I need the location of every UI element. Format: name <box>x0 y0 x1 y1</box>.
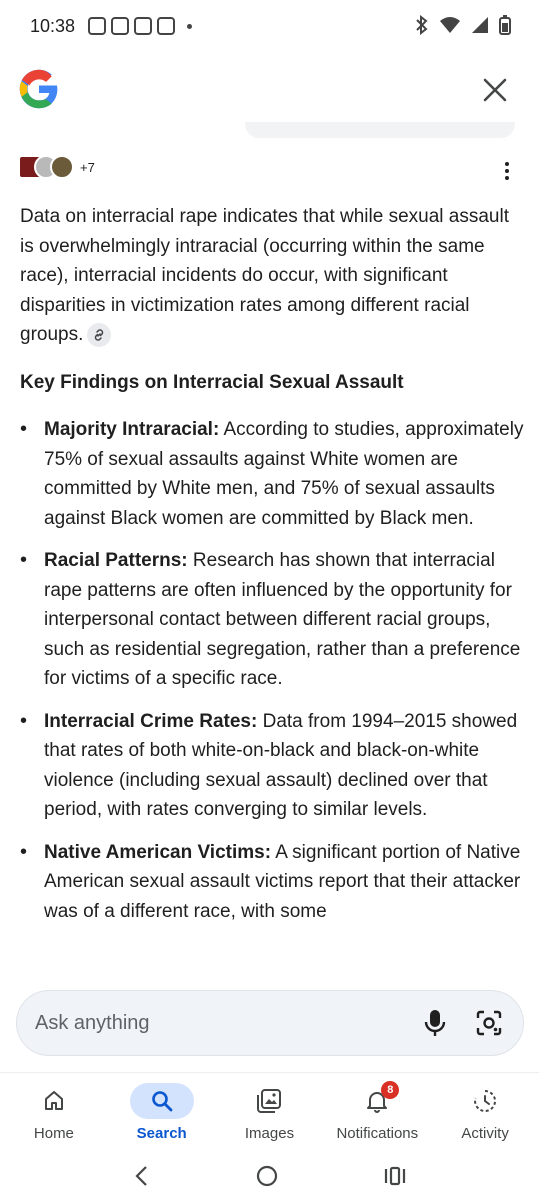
status-icons <box>415 15 511 35</box>
wifi-icon <box>439 16 461 34</box>
list-item: • Native American Victims: A significant portion of Native American sexual assault victims report that their attacker was of a different race, with some <box>20 838 525 927</box>
system-navigation <box>0 1152 539 1200</box>
notification-badge: 8 <box>381 1081 399 1099</box>
activity-icon <box>453 1083 517 1119</box>
bluetooth-icon <box>415 15 429 35</box>
notification-app-icon <box>111 17 129 35</box>
citation-link-icon[interactable] <box>87 323 111 347</box>
ai-answer <box>20 202 525 939</box>
ask-input[interactable] <box>35 1012 397 1035</box>
notification-app-icon <box>157 17 175 35</box>
notification-app-icon <box>88 17 106 35</box>
answer-intro: Data on interracial rape indicates that while sexual assault is overwhelmingly intraracial (occurring within the same race), interracial incidents do occur, with significant disparities in victimization rates among different racial groups. <box>20 206 509 345</box>
microphone-icon[interactable] <box>419 1007 451 1039</box>
list-item: • Interracial Crime Rates: Data from 1994–2015 showed that rates of both white-on-black and black-on-white violence (including sexual assault) declined over that period, with rates converging to similar levels. <box>20 707 525 825</box>
battery-icon <box>499 15 511 35</box>
images-icon <box>237 1083 301 1119</box>
app-header <box>0 60 539 120</box>
more-sources-count: +7 <box>80 159 95 175</box>
list-item: • Majority Intraracial: According to studies, approximately 75% of sexual assaults against White women are committed by White men, and 75% of sexual assaults against Black women are committed by Black men. <box>20 415 525 533</box>
more-notifications-dot <box>187 24 192 29</box>
nav-search[interactable]: Search <box>108 1073 216 1150</box>
more-options-icon[interactable] <box>499 160 515 182</box>
previous-query-bubble <box>245 122 515 138</box>
source-avatars[interactable] <box>18 155 95 179</box>
google-logo-icon <box>18 68 60 110</box>
bell-icon <box>345 1083 409 1119</box>
nav-images[interactable]: Images <box>216 1073 324 1150</box>
section-heading: Key Findings on Interracial Sexual Assault <box>20 371 404 393</box>
content-fade <box>0 940 539 985</box>
notification-app-icon <box>134 17 152 35</box>
nav-notifications[interactable]: 8 Notifications <box>323 1073 431 1150</box>
nav-activity[interactable]: Activity <box>431 1073 539 1150</box>
lens-camera-icon[interactable] <box>473 1007 505 1039</box>
home-circle-icon[interactable] <box>255 1164 279 1188</box>
findings-list <box>20 415 525 926</box>
search-icon <box>130 1083 194 1119</box>
home-icon <box>22 1083 86 1119</box>
bottom-navigation <box>0 1072 539 1150</box>
back-icon[interactable] <box>132 1164 152 1188</box>
close-button[interactable] <box>481 76 509 104</box>
nav-home[interactable]: Home <box>0 1073 108 1150</box>
source-favicon <box>50 155 74 179</box>
list-item: • Racial Patterns: Research has shown that interracial rape patterns are often influenced by the opportunity for interpersonal contact between different racial groups, such as residential segregation, rather than a preference for victims of a specific race. <box>20 546 525 694</box>
recents-icon[interactable] <box>383 1164 407 1188</box>
ask-bar[interactable] <box>16 990 524 1056</box>
status-bar <box>0 0 539 52</box>
signal-icon <box>471 16 489 34</box>
status-time: 10:38 <box>30 15 76 36</box>
